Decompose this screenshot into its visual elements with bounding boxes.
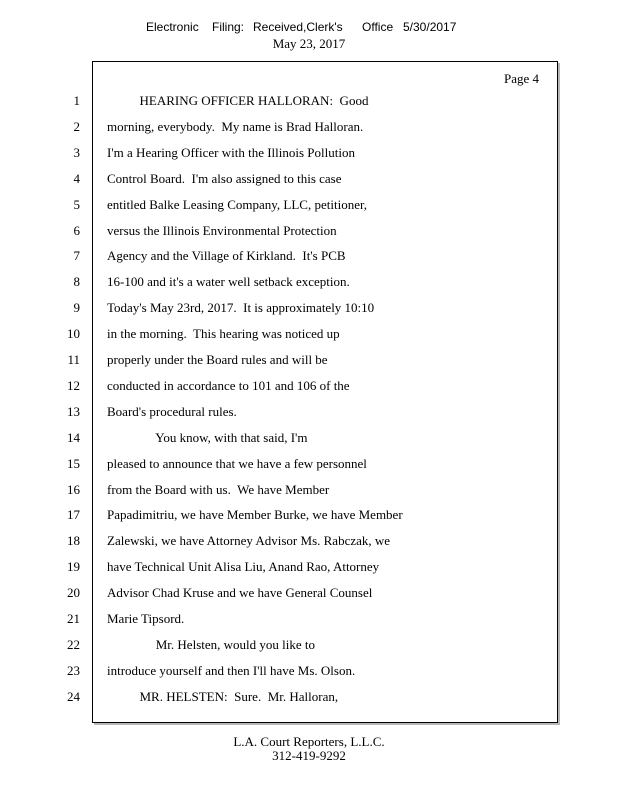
line-number: 11 bbox=[67, 352, 80, 367]
transcript-line-text: Advisor Chad Kruse and we have General Counsel bbox=[107, 585, 373, 600]
transcript-line-text: conducted in accordance to 101 and 106 of the bbox=[107, 378, 350, 393]
stamp-date: 5/30/2017 bbox=[403, 20, 457, 34]
line-number: 12 bbox=[67, 378, 80, 393]
transcript-line-text: MR. HELSTEN: Sure. Mr. Halloran, bbox=[107, 689, 339, 704]
line-number: 10 bbox=[67, 326, 80, 341]
transcript-line-text: in the morning. This hearing was noticed up bbox=[107, 326, 340, 341]
transcript-line-text: 16-100 and it's a water well setback exception. bbox=[107, 274, 350, 289]
line-number: 16 bbox=[67, 482, 80, 497]
transcript-line-text: properly under the Board rules and will be bbox=[107, 352, 328, 367]
line-number: 1 bbox=[73, 93, 80, 108]
line-number: 14 bbox=[67, 430, 80, 445]
stamp-filing: Filing: bbox=[212, 20, 245, 34]
transcript-line-text: HEARING OFFICER HALLORAN: Good bbox=[107, 93, 369, 108]
transcript-line-text: versus the Illinois Environmental Protection bbox=[107, 223, 337, 238]
line-number: 6 bbox=[73, 223, 80, 238]
transcript-line-text: Papadimitriu, we have Member Burke, we have Member bbox=[107, 507, 403, 522]
line-number: 22 bbox=[67, 637, 80, 652]
line-number: 13 bbox=[67, 404, 80, 419]
line-number: 24 bbox=[67, 689, 80, 704]
transcript-line-text: Marie Tipsord. bbox=[107, 611, 185, 626]
transcript-line-text: You know, with that said, I'm bbox=[107, 430, 308, 445]
transcript-line-text: Board's procedural rules. bbox=[107, 404, 237, 419]
transcript-line-text: I'm a Hearing Officer with the Illinois Pollution bbox=[107, 145, 355, 160]
transcript-line-text: Mr. Helsten, would you like to bbox=[107, 637, 315, 652]
line-number: 19 bbox=[67, 559, 80, 574]
line-number: 5 bbox=[73, 197, 80, 212]
transcript-line-text: introduce yourself and then I'll have Ms. Olson. bbox=[107, 663, 356, 678]
line-number: 21 bbox=[67, 611, 80, 626]
stamp-office: Office bbox=[362, 20, 394, 34]
page-number: Page 4 bbox=[503, 71, 539, 86]
line-number: 17 bbox=[67, 507, 80, 522]
line-number: 15 bbox=[67, 456, 80, 471]
transcript-line-text: morning, everybody. My name is Brad Halloran. bbox=[107, 119, 364, 134]
transcript-line-text: Agency and the Village of Kirkland. It's PCB bbox=[107, 248, 346, 263]
line-number: 7 bbox=[73, 248, 80, 263]
line-number: 20 bbox=[67, 585, 80, 600]
efiling-stamp bbox=[0, 20, 618, 36]
line-number: 3 bbox=[73, 145, 80, 160]
line-number: 8 bbox=[73, 274, 80, 289]
line-number: 18 bbox=[67, 533, 80, 548]
transcript-line-text: Zalewski, we have Attorney Advisor Ms. Rabczak, we bbox=[107, 533, 391, 548]
reporter-phone: 312-419-9292 bbox=[272, 748, 346, 763]
transcript-line-text: have Technical Unit Alisa Liu, Anand Rao, Attorney bbox=[107, 559, 380, 574]
transcript-line-text: pleased to announce that we have a few personnel bbox=[107, 456, 367, 471]
line-number: 2 bbox=[73, 119, 80, 134]
transcript-line-text: Today's May 23rd, 2017. It is approximately 10:10 bbox=[107, 300, 375, 315]
stamp-electronic: Electronic bbox=[146, 20, 199, 34]
line-number: 9 bbox=[73, 300, 80, 315]
transcript-date: May 23, 2017 bbox=[272, 36, 346, 51]
reporter-company: L.A. Court Reporters, L.L.C. bbox=[233, 734, 385, 749]
stamp-received-clerks: Received,Clerk's bbox=[253, 20, 343, 34]
transcript-line-text: entitled Balke Leasing Company, LLC, petitioner, bbox=[107, 197, 368, 212]
transcript-line-text: from the Board with us. We have Member bbox=[107, 482, 330, 497]
transcript-line-text: Control Board. I'm also assigned to this case bbox=[107, 171, 342, 186]
line-number: 23 bbox=[67, 663, 80, 678]
line-number: 4 bbox=[73, 171, 80, 186]
